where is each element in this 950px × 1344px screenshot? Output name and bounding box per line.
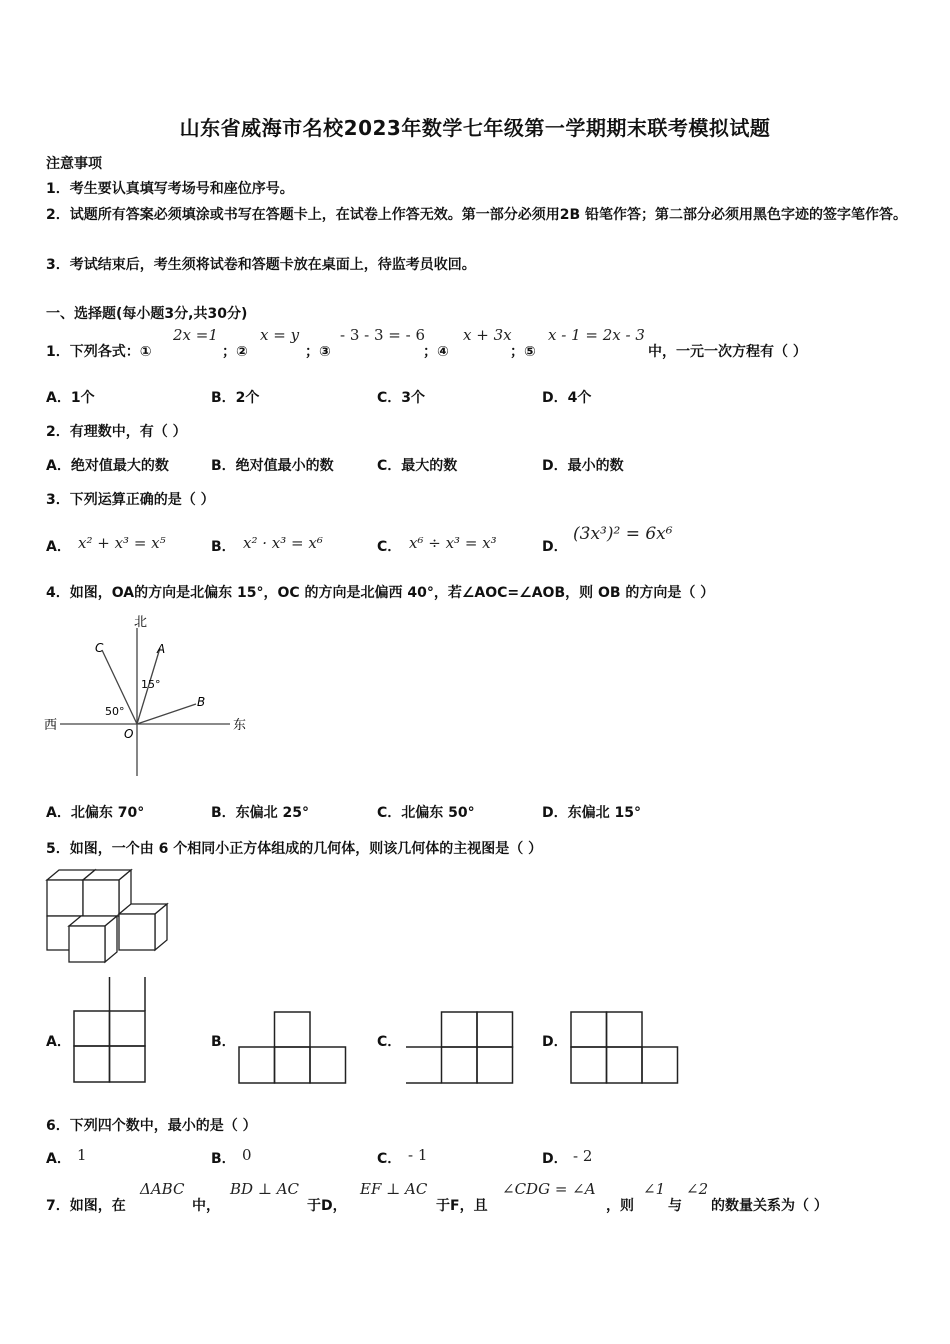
point-c-label: C [95,641,104,655]
q3-option-b-expr: x² · x³ = x⁶ [243,534,323,552]
q5-option-c-label[interactable]: C． [377,1034,402,1050]
q1-sep: ；④ [423,344,449,360]
east-label: 东 [233,718,247,733]
q3-stem: 3．下列运算正确的是（ ） [46,492,215,508]
q5-option-a-view [72,976,150,1084]
q1-suffix: 中，一元一次方程有（ ） [648,344,807,360]
q6-option-c-value: - 1 [408,1146,428,1164]
q6-option-d-label[interactable]: D． [542,1151,568,1167]
q6-option-b-label[interactable]: B． [211,1151,236,1167]
q6-stem: 6．下列四个数中，最小的是（ ） [46,1118,257,1134]
q7-text: 7．如图，在 [46,1198,126,1214]
west-label: 西 [44,718,58,733]
q7-expr: ∠2 [686,1180,709,1198]
q5-stem: 5．如图，一个由 6 个相同小正方体组成的几何体，则该几何体的主视图是（ ） [46,841,543,857]
section-heading: 一、选择题(每小题3分,共30分) [46,306,248,322]
q5-option-a-label[interactable]: A． [46,1034,71,1050]
q3-option-d-label[interactable]: D． [542,539,568,555]
q5-option-c-view [404,1010,516,1086]
origin-label: O [124,727,134,741]
q7-text: ，则 [606,1198,634,1214]
q1-sep: ；⑤ [510,344,536,360]
q1-expr-1: 2x =1 [173,326,218,344]
notice-item: 3．考试结束后，考生须将试卷和答题卡放在桌面上，待监考员收回。 [46,257,476,273]
q4-option-c[interactable]: C．北偏东 50° [377,805,475,821]
q3-option-d-expr: (3x³)² = 6x⁶ [573,524,673,544]
angle-15-label: 15° [141,678,161,691]
page-title: 山东省威海市名校2023年数学七年级第一学期期末联考模拟试题 [179,116,771,140]
q6-option-b-value: 0 [242,1146,252,1164]
q2-option-d[interactable]: D．最小的数 [542,458,624,474]
compass-figure [40,608,260,783]
q4-option-d[interactable]: D．东偏北 15° [542,805,641,821]
q1-sep: ；③ [305,344,331,360]
q2-option-c[interactable]: C．最大的数 [377,458,458,474]
q4-option-b[interactable]: B．东偏北 25° [211,805,310,821]
q2-option-a[interactable]: A．绝对值最大的数 [46,458,169,474]
q5-option-d-view [569,1010,681,1086]
q1-option-b[interactable]: B．2个 [211,390,260,406]
q1-expr-2: x = y [260,326,300,344]
ray-ob [137,704,196,724]
q1-expr-3: - 3 - 3 = - 6 [340,326,426,344]
q1-expr-4: x + 3x [463,326,512,344]
q2-option-b[interactable]: B．绝对值最小的数 [211,458,334,474]
q3-option-a-expr: x² + x³ = x⁵ [78,534,166,552]
q4-stem: 4．如图，OA的方向是北偏东 15°，OC 的方向是北偏西 40°，若∠AOC=∠AOB，则 OB 的方向是（ ） [46,585,715,601]
q7-text: 于D， [307,1198,347,1214]
q6-option-c-label[interactable]: C． [377,1151,402,1167]
q7-text: 与 [668,1198,682,1214]
q7-text: 于F，且 [436,1198,488,1214]
angle-50-label: 50° [105,705,125,718]
q7-text: 中， [192,1198,220,1214]
q2-stem: 2．有理数中，有（ ） [46,424,187,440]
q7-expr: EF ⊥ AC [360,1180,428,1198]
q1-expr-5: x - 1 = 2x - 3 [548,326,645,344]
notice-item: 2．试题所有答案必须填涂或书写在答题卡上，在试卷上作答无效。第一部分必须用2B 铅笔作答；第二部分必须用黑色字迹的签字笔作答。 [46,207,908,223]
q1-option-d[interactable]: D．4个 [542,390,592,406]
q7-text: 的数量关系为（ ） [711,1198,828,1214]
notice-heading: 注意事项 [46,156,102,172]
q6-option-a-label[interactable]: A． [46,1151,71,1167]
q7-expr: ∠CDG = ∠A [502,1180,596,1198]
q5-option-d-label[interactable]: D． [542,1034,568,1050]
q7-expr: BD ⊥ AC [230,1180,300,1198]
notice-item: 1．考生要认真填写考场号和座位序号。 [46,181,294,197]
q3-option-c-expr: x⁶ ÷ x³ = x³ [409,534,497,552]
q1-sep: ；② [222,344,248,360]
q4-option-a[interactable]: A．北偏东 70° [46,805,145,821]
q7-expr: ∠1 [643,1180,666,1198]
q5-option-b-view [237,1010,349,1086]
q6-option-a-value: 1 [77,1146,87,1164]
q3-option-a-label[interactable]: A． [46,539,71,555]
point-b-label: B [197,695,206,709]
q3-option-b-label[interactable]: B． [211,539,236,555]
q6-option-d-value: - 2 [573,1147,593,1165]
q3-option-c-label[interactable]: C． [377,539,402,555]
cube-solid-figure [44,866,179,966]
q5-option-b-label[interactable]: B． [211,1034,236,1050]
q1-prefix: 1．下列各式：① [46,344,152,360]
point-a-label: A [157,642,166,656]
q1-option-c[interactable]: C．3个 [377,390,426,406]
north-label: 北 [134,615,148,630]
q7-expr: ΔABC [140,1180,185,1198]
q1-option-a[interactable]: A．1个 [46,390,95,406]
